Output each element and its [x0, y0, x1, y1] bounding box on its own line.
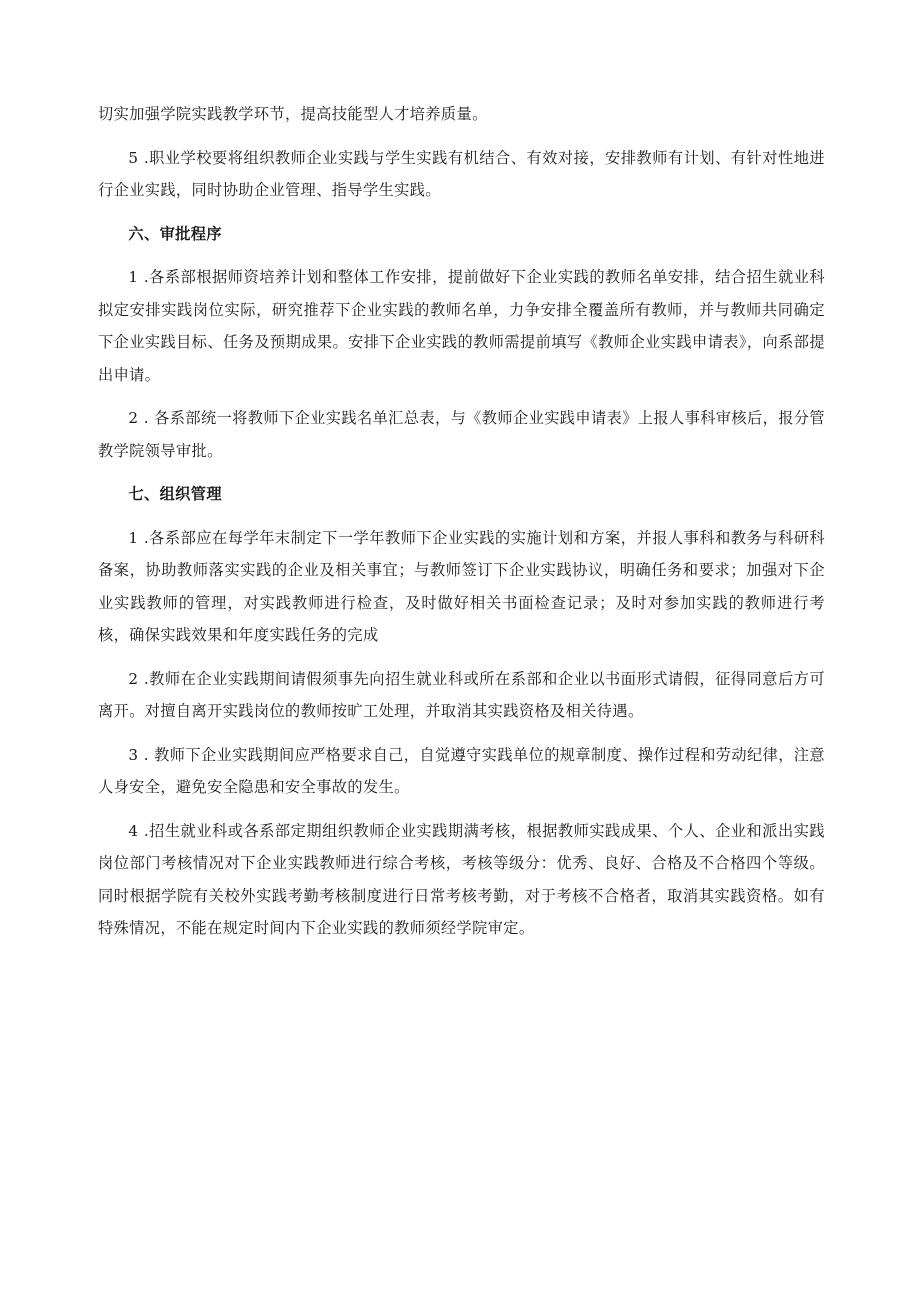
section-heading-organization-management: 七、组织管理 — [128, 485, 222, 503]
paragraph-approval-item-2: 2 . 各系部统一将教师下企业实践名单汇总表，与《教师企业实践申请表》上报人事科审核后，报分管教学院领导审批。 — [98, 409, 825, 460]
paragraph-management-item-3: 3 . 教师下企业实践期间应严格要求自己，自觉遵守实践单位的规章制度、操作过程和劳动纪律，注意人身安全，避免安全隐患和安全事故的发生。 — [98, 745, 825, 796]
paragraph-continuation: 切实加强学院实践教学环节，提高技能型人才培养质量。 — [98, 105, 488, 123]
paragraph-management-item-4: 4 .招生就业科或各系部定期组织教师企业实践期满考核，根据教师实践成果、个人、企业和派出实践岗位部门考核情况对下企业实践教师进行综合考核，考核等级分：优秀、良好、合格及不合格四个等级。同时根据学院有关校外实践考勤考核制度进行日常考核考勤，对于考核不合格者，取消其实践资格。如有特殊情况，不能在规定时间内下企业实践的教师须经学院审定。 — [98, 821, 825, 937]
paragraph-approval-item-1: 1 .各系部根据师资培养计划和整体工作安排，提前做好下企业实践的教师名单安排，结合招生就业科拟定安排实践岗位实际，研究推荐下企业实践的教师名单，力争安排全覆盖所有教师，并与教师共同确定下企业实践目标、任务及预期成果。安排下企业实践的教师需提前填写《教师企业实践申请表》，向系部提出申请。 — [98, 268, 825, 384]
section-heading-approval-procedure: 六、审批程序 — [128, 224, 222, 243]
document-body — [98, 98, 825, 956]
paragraph-item-5: 5 .职业学校要将组织教师企业实践与学生实践有机结合、有效对接，安排教师有计划、有针对性地进行企业实践，同时协助企业管理、指导学生实践。 — [98, 148, 825, 199]
paragraph-management-item-2: 2 .教师在企业实践期间请假须事先向招生就业科或所在系部和企业以书面形式请假，征得同意后方可离开。对擅自离开实践岗位的教师按旷工处理，并取消其实践资格及相关待遇。 — [98, 669, 825, 720]
paragraph-management-item-1: 1 .各系部应在每学年末制定下一学年教师下企业实践的实施计划和方案，并报人事科和教务与科研科备案，协助教师落实实践的企业及相关事宜；与教师签订下企业实践协议，明确任务和要求；加强对下企业实践教师的管理，对实践教师进行检查，及时做好相关书面检查记录；及时对参加实践的教师进行考核，确保实践效果和年度实践任务的完成 — [98, 528, 825, 644]
